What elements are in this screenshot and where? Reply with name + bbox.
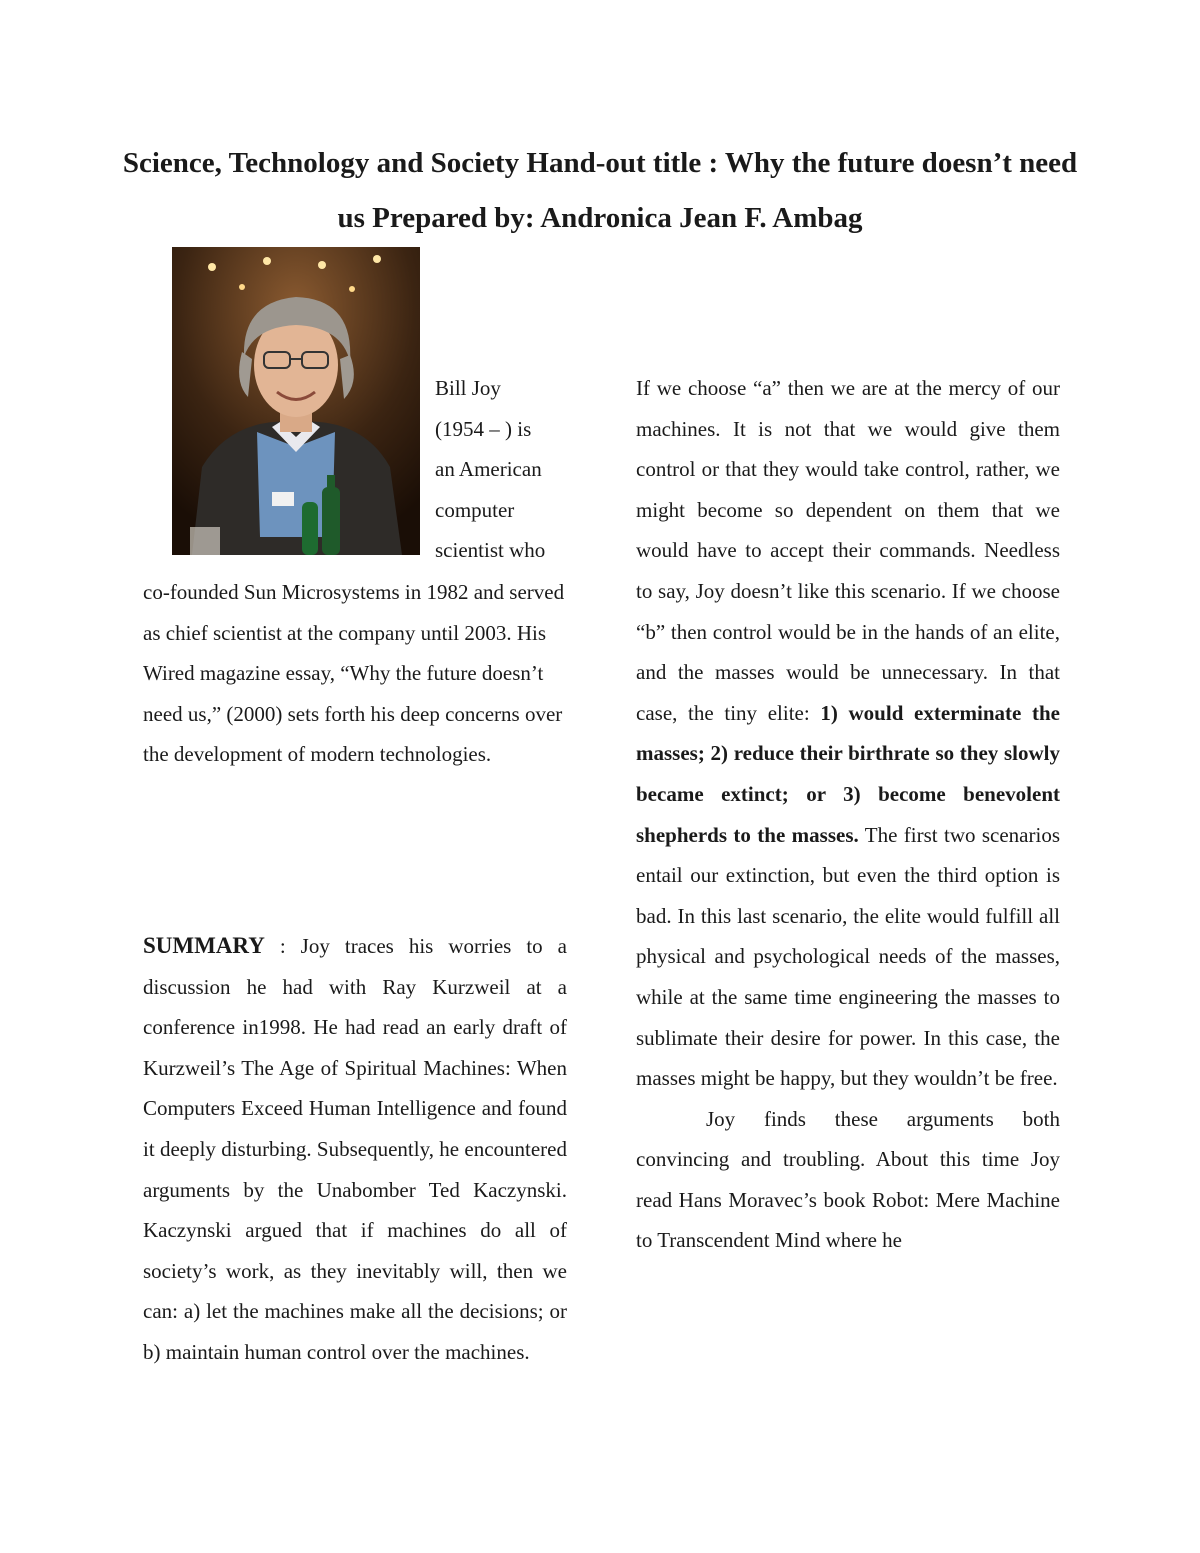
right-paragraph-1 [636,368,1060,1099]
bio-line: computer [435,497,515,522]
right-column [636,368,1060,1261]
bio-rest-text: co-founded Sun Microsystems in 1982 and served as chief scientist at the company until 2003. His Wired magazine essay, “Why the future doesn’t need us,” (2000) sets forth his deep concerns over the development of modern technologies. [143,580,565,767]
summary-text: : Joy traces his worries to a discussion he had with Ray Kurzweil at a conference in1998. He had read an early draft of Kurzweil’s The Age of Spiritual Machines: When Computers Exceed Human Intelligence and found it deeply disturbing. Subsequently, he encountered arguments by the Unabomber Ted Kaczynski. Kaczynski argued that if machines do all of society’s work, as they inevitably will, then we can: a) let the machines make all the decisions; or b) maintain human control over the machines. [143,934,567,1364]
bill-joy-photo [172,247,420,555]
bio-line: (1954 – ) is [435,416,532,441]
bio-line: scientist who [435,538,546,563]
bio-line: Bill Joy [435,376,501,400]
summary-paragraph [143,926,567,1373]
right-paragraph-2: Joy finds these arguments both convincing and troubling. About this time Joy read Hans Moravec’s book Robot: Mere Machine to Transcendent Mind where he [636,1106,1060,1253]
page-title: Science, Technology and Society Hand-out title : Why the future doesn’t need us Prepared by: Andronica Jean F. Ambag [122,147,1078,234]
p1-end: The first two scenarios entail our extinction, but even the third option is bad. In this last scenario, the elite would fulfill all physical and psychological needs of the masses, while at the same time engineering the masses to sublimate their desire for power. In this case, the masses might be happy, but they wouldn’t be free. [636,822,1061,1091]
p1-start: If we choose “a” then we are at the mercy of our machines. It is not that we would give them control or that they would take control, rather, we might become so dependent on them that we would have to accept their commands. Needless to say, Joy doesn’t like this scenario. If we choose “b” then control would be in the hands of an elite, and the masses would be unnecessary. In that case, the tiny elite: [636,376,1060,725]
bio-side-text [435,368,567,571]
p1-bold: 1) would exterminate the masses; 2) reduce their birthrate so they slowly became extinct; or 3) become benevolent shepherds to the masses. [636,700,1060,847]
bio-paragraph [143,572,567,775]
summary-section [143,926,567,1373]
bio-line: an American [435,457,542,482]
summary-label: SUMMARY [143,933,265,958]
